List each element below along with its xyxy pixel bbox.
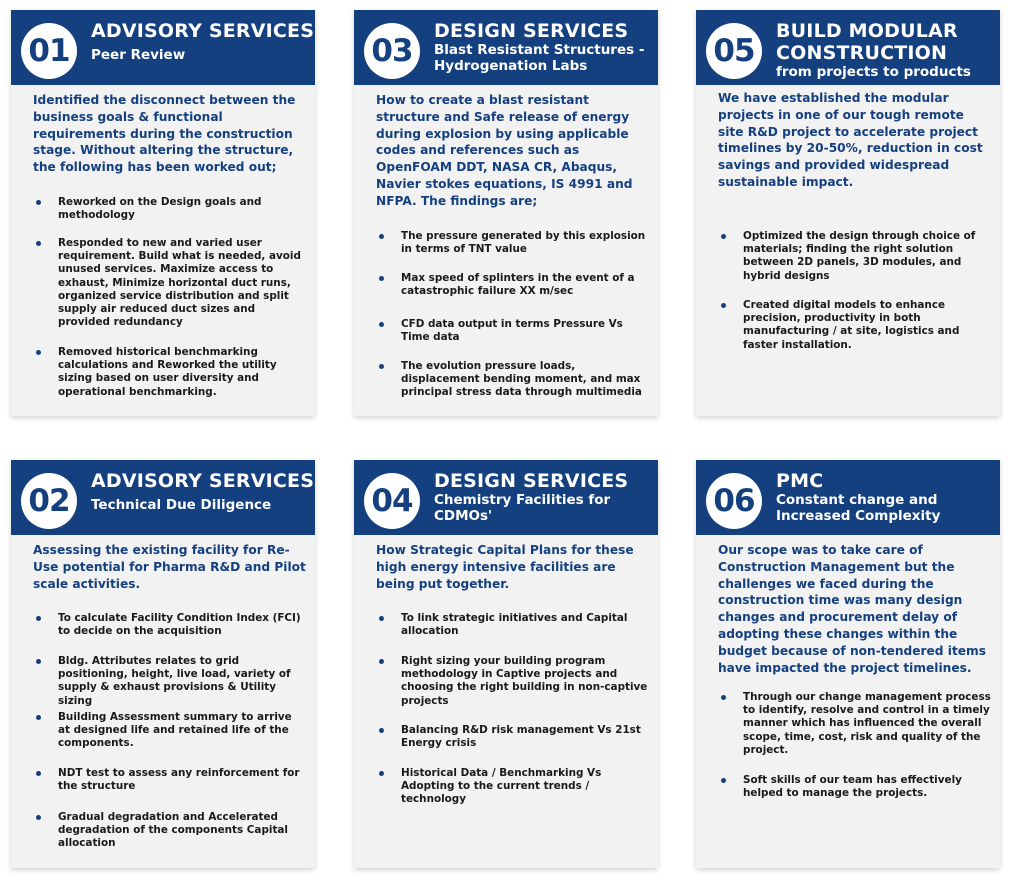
card-titles <box>91 20 315 63</box>
card-title: ADVISORY SERVICES <box>91 470 315 492</box>
bullet-item <box>33 711 307 751</box>
card-header <box>696 460 1000 535</box>
bullet-item <box>33 237 307 329</box>
bullet-text: Gradual degradation and Accelerated degradation of the components Capital allocation <box>58 811 288 850</box>
bullet-item <box>33 655 307 708</box>
bullet-dot-icon <box>379 728 384 733</box>
bullet-dot-icon <box>36 241 41 246</box>
card-header <box>11 10 315 85</box>
bullet-item <box>376 724 650 750</box>
bullet-dot-icon <box>721 695 726 700</box>
card-body <box>718 542 992 676</box>
card-title: DESIGN SERVICES <box>434 20 629 42</box>
bullet-dot-icon <box>36 200 41 205</box>
card-subtitle: Constant change and Increased Complexity <box>776 492 941 524</box>
card-subtitle: Technical Due Diligence <box>91 497 272 513</box>
service-card <box>354 10 658 416</box>
bullet-text: Right sizing your building program methodology in Captive projects and choosing the right building in non-captive projects <box>401 655 648 707</box>
bullet-item <box>33 767 307 793</box>
bullet-dot-icon <box>721 303 726 308</box>
bullet-dot-icon <box>36 715 41 720</box>
card-header <box>696 10 1000 85</box>
card-subtitle: Blast Resistant Structures - Hydrogenation Labs <box>434 42 645 74</box>
card-titles <box>776 20 994 80</box>
card-subtitle: Chemistry Facilities for CDMOs' <box>434 492 611 524</box>
bullet-item <box>376 230 650 256</box>
card-number-badge: 03 <box>364 23 420 79</box>
card-header <box>354 10 658 85</box>
card-title: BUILD MODULAR CONSTRUCTION <box>776 20 958 64</box>
card-number-badge: 05 <box>706 23 762 79</box>
card-subtitle: Peer Review <box>91 47 186 63</box>
bullet-item <box>376 360 650 400</box>
bullet-item <box>718 299 992 352</box>
bullet-text: Optimized the design through choice of materials; finding the right solution between 2D panels, 3D modules, and hybrid designs <box>743 230 976 282</box>
bullet-text: Responded to new and varied user requirement. Build what is needed, avoid unused services. Maximize access to exhaust, Minimize horizontal duct runs, organized service distribution and split supply air reduced duct sizes and provided redundancy <box>58 237 301 329</box>
bullet-text: Created digital models to enhance precision, productivity in both manufacturing / at site, logistics and faster installation. <box>743 299 960 351</box>
bullet-item <box>376 612 650 638</box>
card-body <box>376 542 650 592</box>
card-intro-text: How to create a blast resistant structure and Safe release of energy during explosion by using applicable codes and references such as OpenFOAM DDT, NASA CR, Abaqus, Navier stokes equations, IS 4991 and NFPA. The findings are; <box>376 93 633 208</box>
card-title: DESIGN SERVICES <box>434 470 629 492</box>
bullet-item <box>33 346 307 399</box>
bullet-item <box>33 196 307 222</box>
service-card <box>696 10 1000 416</box>
bullet-item <box>718 691 992 757</box>
bullet-text: Reworked on the Design goals and methodology <box>58 196 262 222</box>
card-intro-text: How Strategic Capital Plans for these high energy intensive facilities are being put together. <box>376 543 634 591</box>
bullet-dot-icon <box>379 234 384 239</box>
bullet-text: Building Assessment summary to arrive at designed life and retained life of the components. <box>58 711 292 750</box>
card-titles <box>91 470 315 513</box>
bullet-text: Through our change management process to identify, resolve and control in a timely manner which has influenced the overall scope, time, cost, risk and quality of the project. <box>743 691 991 756</box>
card-number-badge: 02 <box>21 473 77 529</box>
bullet-text: The evolution pressure loads, displacement bending moment, and max principal stress data through multimedia <box>401 360 642 399</box>
bullet-dot-icon <box>379 771 384 776</box>
bullet-text: Soft skills of our team has effectively helped to manage the projects. <box>743 774 962 800</box>
bullet-text: Max speed of splinters in the event of a catastrophic failure XX m/sec <box>401 272 635 298</box>
bullet-dot-icon <box>379 322 384 327</box>
bullet-text: Removed historical benchmarking calculations and Reworked the utility sizing based on user diversity and operational benchmarking. <box>58 346 277 398</box>
bullet-text: CFD data output in terms Pressure Vs Time data <box>401 318 623 344</box>
bullet-item <box>376 655 650 708</box>
bullet-item <box>376 272 650 298</box>
card-body <box>33 92 307 176</box>
bullet-dot-icon <box>721 778 726 783</box>
bullet-dot-icon <box>379 659 384 664</box>
card-body <box>33 542 307 592</box>
bullet-text: To link strategic initiatives and Capital allocation <box>401 612 628 638</box>
bullet-item <box>718 774 992 800</box>
bullet-dot-icon <box>36 350 41 355</box>
card-titles <box>434 20 652 74</box>
card-body <box>718 90 992 191</box>
bullet-text: Historical Data / Benchmarking Vs Adopting to the current trends / technology <box>401 767 602 806</box>
card-intro-text: Our scope was to take care of Construction Management but the challenges we faced during the construction time was many design changes and procurement delay of adopting these changes within the budget because of non-tendered items have impacted the project timelines. <box>718 543 986 675</box>
card-intro-text: Identified the disconnect between the business goals & functional requirements during the construction stage. Without altering the structure, the following has been worked out; <box>33 93 296 175</box>
card-title: ADVISORY SERVICES <box>91 20 315 42</box>
bullet-text: Balancing R&D risk management Vs 21st Energy crisis <box>401 724 641 750</box>
card-number-badge: 04 <box>364 473 420 529</box>
service-card <box>696 460 1000 868</box>
bullet-dot-icon <box>36 659 41 664</box>
bullet-item <box>33 612 307 638</box>
bullet-dot-icon <box>379 276 384 281</box>
card-intro-text: We have established the modular projects in one of our tough remote site R&D project to accelerate project timelines by 20-50%, reduction in cost savings and provided widespread sustainable impact. <box>718 91 983 189</box>
card-header <box>354 460 658 535</box>
service-card <box>11 460 315 868</box>
card-body <box>376 92 650 210</box>
bullet-item <box>718 230 992 283</box>
service-card <box>11 10 315 416</box>
card-subtitle: from projects to products <box>776 64 971 80</box>
bullet-item <box>33 811 307 851</box>
card-titles <box>776 470 994 524</box>
bullet-dot-icon <box>721 234 726 239</box>
bullet-text: The pressure generated by this explosion in terms of TNT value <box>401 230 646 256</box>
card-number-badge: 01 <box>21 23 77 79</box>
bullet-item <box>376 318 650 344</box>
card-header <box>11 460 315 535</box>
bullet-text: Bldg. Attributes relates to grid positioning, height, live load, variety of supply & exhaust provisions & Utility sizing <box>58 655 291 707</box>
bullet-dot-icon <box>379 616 384 621</box>
bullet-dot-icon <box>379 364 384 369</box>
service-card <box>354 460 658 868</box>
bullet-item <box>376 767 650 807</box>
card-number-badge: 06 <box>706 473 762 529</box>
bullet-text: To calculate Facility Condition Index (FCI) to decide on the acquisition <box>58 612 301 638</box>
bullet-text: NDT test to assess any reinforcement for the structure <box>58 767 300 793</box>
card-titles <box>434 470 652 524</box>
card-title: PMC <box>776 470 824 492</box>
card-intro-text: Assessing the existing facility for Re-Use potential for Pharma R&D and Pilot scale activities. <box>33 543 306 591</box>
bullet-dot-icon <box>36 815 41 820</box>
bullet-dot-icon <box>36 616 41 621</box>
bullet-dot-icon <box>36 771 41 776</box>
